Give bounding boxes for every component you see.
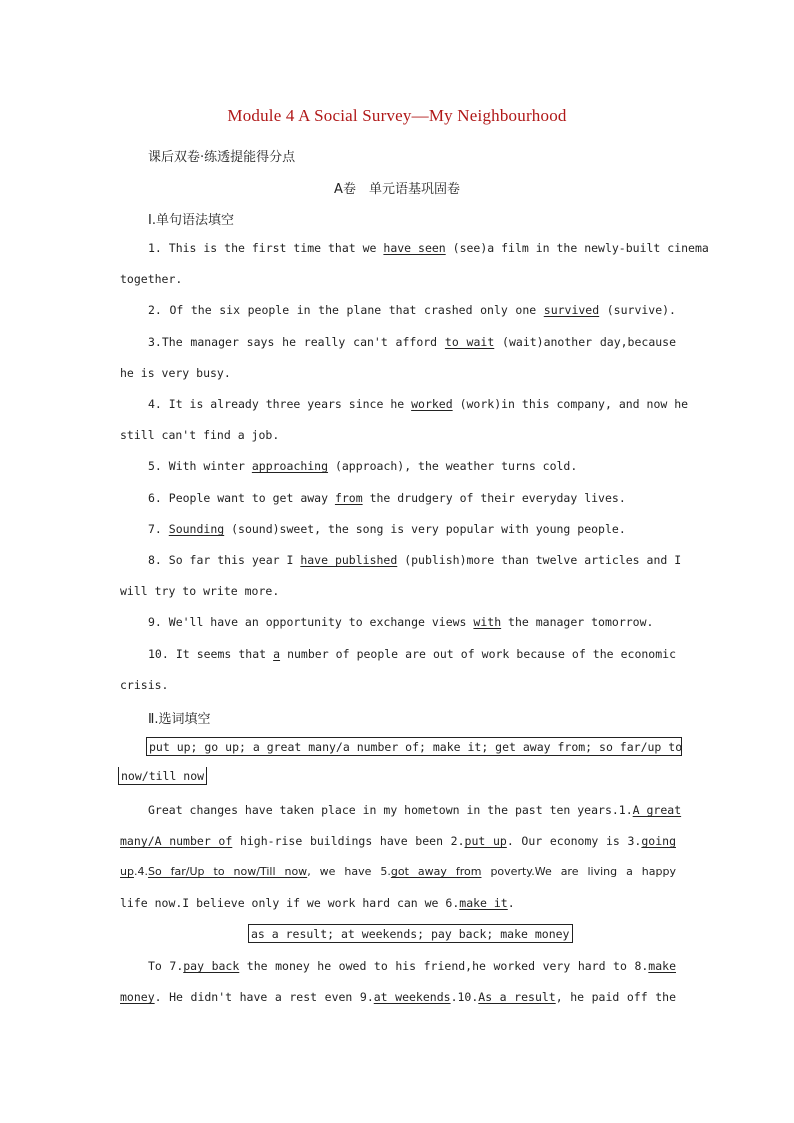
passage-1-line-2: many/A number of high-rise buildings have been 2.put up. Our economy is 3.going [120, 834, 676, 848]
answer-9: with [473, 615, 502, 629]
blank-1-cont: many/A number of [120, 834, 233, 848]
section-a-heading: A卷 单元语基巩固卷 [334, 182, 460, 197]
word-bank-box-1-line-1: put up; go up; a great many/a number of; make it; get away from; so far/up to [146, 737, 682, 756]
question-2: 2. Of the six people in the plane that crashed only one survived (survive). [148, 303, 676, 317]
question-6: 6. People want to get away from the drudgery of their everyday lives. [148, 491, 626, 505]
question-3-line-1: 3.The manager says he really can't afford to wait (wait)another day,because [148, 335, 677, 349]
blank-10: As a result [478, 990, 556, 1004]
passage-1-line-1: Great changes have taken place in my hometown in the past ten years.1.A great [148, 803, 682, 817]
blank-8: make [648, 959, 676, 973]
blank-1: A great [632, 803, 682, 817]
question-8-line-2: will try to write more. [120, 584, 280, 598]
blank-8-cont: money [120, 990, 155, 1004]
passage-2-line-1: To 7.pay back the money he owed to his friend,he worked very hard to 8.make [148, 959, 676, 973]
blank-9: at weekends [373, 990, 451, 1004]
part1-heading: Ⅰ.单句语法填空 [148, 213, 234, 228]
word-bank-box-2: as a result; at weekends; pay back; make money [248, 924, 573, 943]
answer-5: approaching [251, 459, 329, 473]
answer-4: worked [411, 397, 453, 411]
question-8-line-1: 8. So far this year I have published (publish)more than twelve articles and I [148, 553, 682, 567]
question-4-line-2: still can't find a job. [120, 428, 280, 442]
blank-3-cont: up [120, 865, 134, 878]
question-1-line-1: 1. This is the first time that we have seen (see)a film in the newly-built cinema [148, 241, 709, 255]
question-4-line-1: 4. It is already three years since he worked (work)in this company, and now he [148, 397, 689, 411]
subtitle: 课后双卷·练透提能得分点 [148, 150, 296, 165]
answer-3: to wait [444, 335, 495, 349]
answer-10: a [273, 647, 281, 661]
blank-3: going [641, 834, 676, 848]
question-10-line-1: 10. It seems that a number of people are out of work because of the economic [148, 647, 676, 661]
question-5: 5. With winter approaching (approach), the weather turns cold. [148, 459, 578, 473]
answer-7: Sounding [168, 522, 225, 536]
document-title: Module 4 A Social Survey—My Neighbourhood [227, 106, 567, 125]
blank-2: put up [464, 834, 507, 848]
answer-8: have published [300, 553, 398, 567]
part2-heading: Ⅱ.选词填空 [148, 712, 211, 727]
passage-2-line-2: money. He didn't have a rest even 9.at weekends.10.As a result, he paid off the [120, 990, 676, 1004]
word-bank-box-1-line-2: now/till now [118, 767, 207, 785]
question-3-line-2: he is very busy. [120, 366, 231, 380]
question-1-line-2: together. [120, 272, 183, 286]
blank-4: So far/Up to now/Till now [147, 865, 308, 878]
blank-6: make it [459, 896, 508, 910]
blank-5: got away from [390, 865, 482, 878]
passage-1-line-3: up.4.So far/Up to now/Till now, we have 5.got away from poverty.We are living a happy [120, 865, 676, 878]
blank-7: pay back [183, 959, 240, 973]
question-10-line-2: crisis. [120, 678, 169, 692]
question-9: 9. We'll have an opportunity to exchange views with the manager tomorrow. [148, 615, 654, 629]
answer-6: from [334, 491, 363, 505]
passage-1-line-4: life now.I believe only if we work hard can we 6.make it. [120, 896, 515, 910]
question-7: 7. Sounding (sound)sweet, the song is very popular with young people. [148, 522, 626, 536]
answer-2: survived [543, 303, 600, 317]
answer-1: have seen [383, 241, 446, 255]
